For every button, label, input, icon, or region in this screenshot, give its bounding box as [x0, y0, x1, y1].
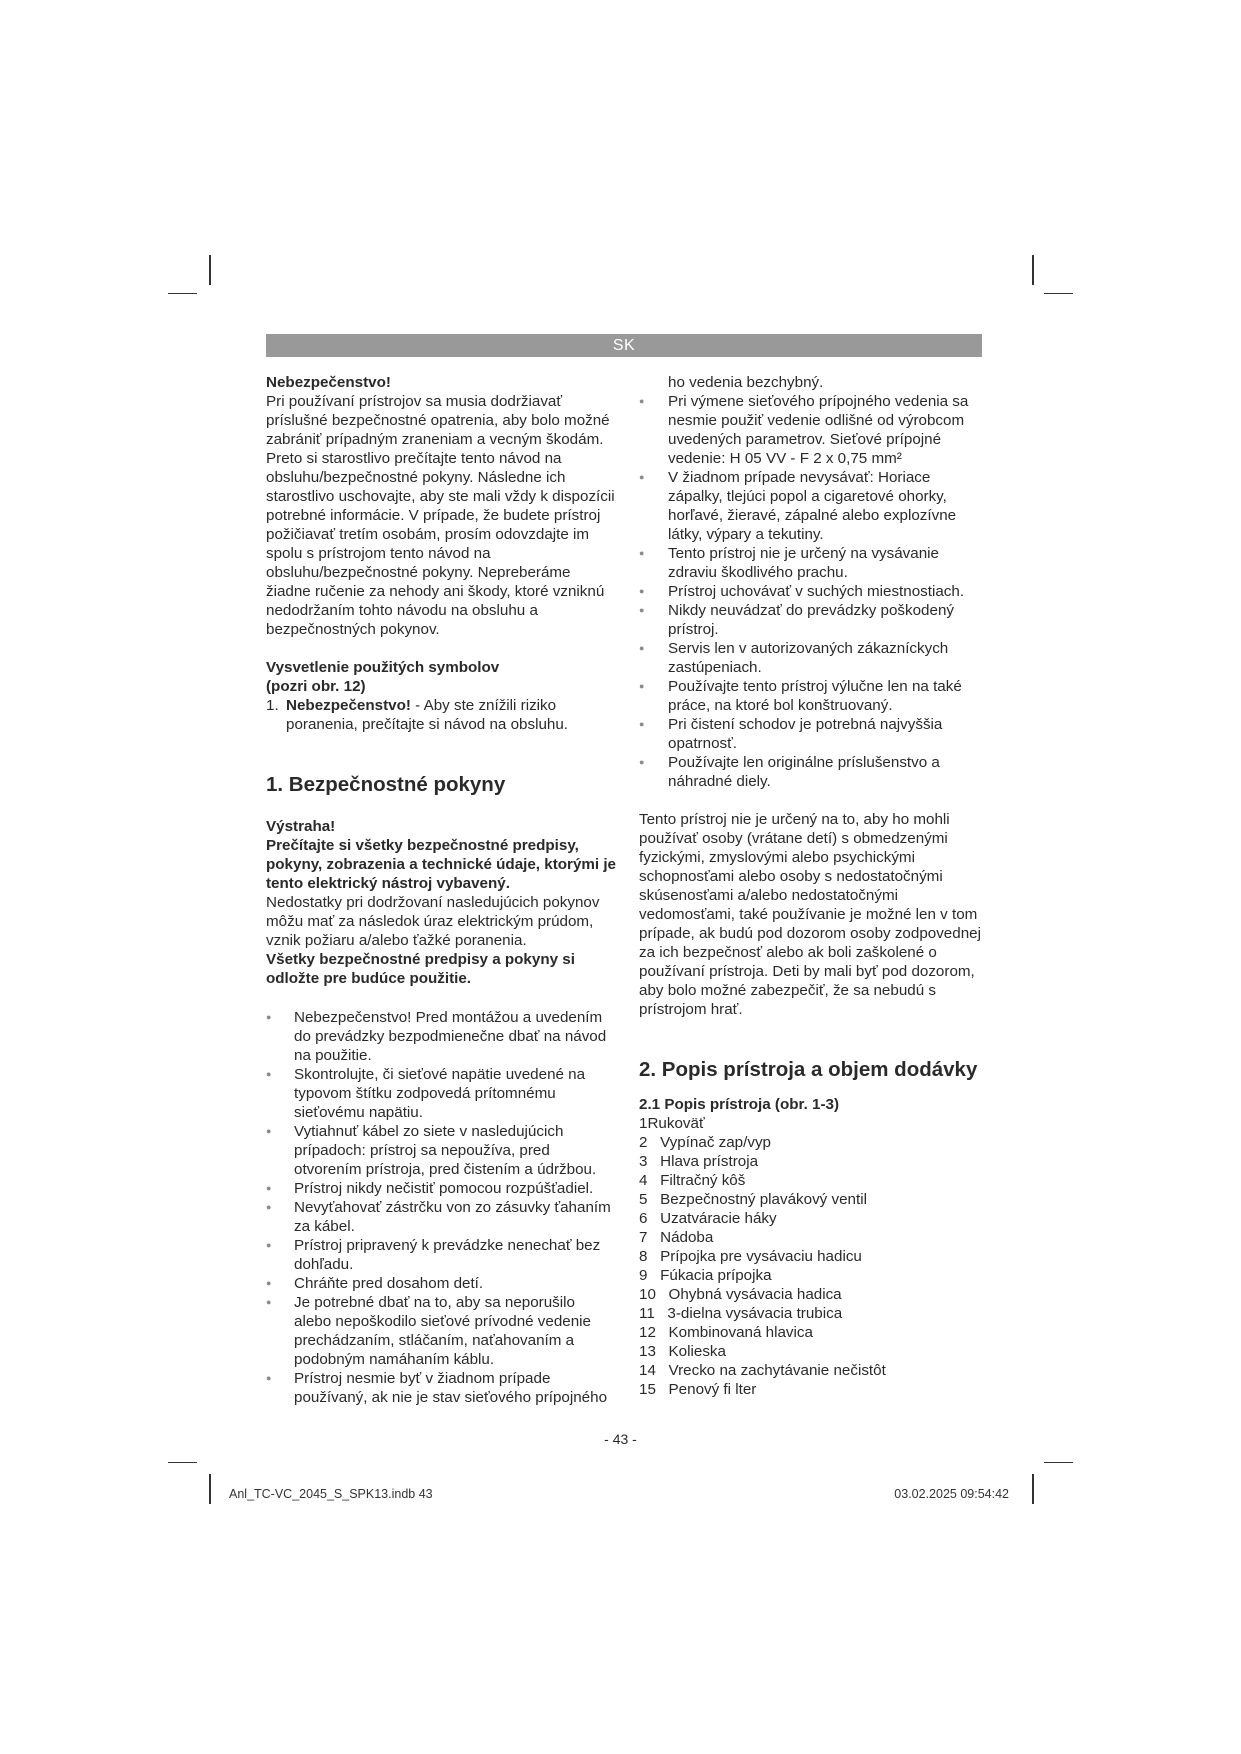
parts-list-item: 12 Kombinovaná hlavica [639, 1324, 813, 1341]
bullet-item: ● Skontrolujte, či sieťové napätie uvedené na typovom štítku zodpovedá prítomnému sieťovému napätiu. [266, 1065, 616, 1122]
crop-mark [209, 1474, 211, 1504]
crop-mark [209, 255, 211, 285]
symbols-item-number: 1. [266, 697, 279, 714]
symbols-item-text: - Aby ste znížili riziko poranenia, prečítajte si návod na obsluhu. [286, 697, 569, 733]
bullet-item: ● Pri čistení schodov je potrebná najvyššia opatrnosť. [639, 715, 984, 753]
parts-list-item: 13 Kolieska [639, 1343, 726, 1360]
bullet-continuation: ho vedenia bezchybný. [668, 374, 824, 391]
bullet-item: ● V žiadnom prípade nevysávať: Horiace zápalky, tlejúci popol a cigaretové ohorky, horľavé, žieravé, zápalné alebo explozívne látky, výpary a tekutiny. [639, 468, 984, 544]
symbols-item-bold: Nebezpečenstvo! [286, 697, 411, 714]
page-number: - 43 - [604, 1431, 637, 1447]
symbols-heading: Vysvetlenie použitých symbolov [266, 659, 500, 676]
subsection-heading: 2.1 Popis prístroja (obr. 1-3) [639, 1096, 840, 1113]
section-1-title: 1. Bezpečnostné pokyny [266, 773, 506, 796]
parts-list-item: 4 Filtračný kôš [639, 1172, 746, 1189]
bullet-item: ● Nikdy neuvádzať do prevádzky poškodený prístroj. [639, 601, 984, 639]
safety-bullet-list [266, 1008, 616, 1407]
parts-list-item: 2 Vypínač zap/vyp [639, 1134, 771, 1151]
language-header-bar: SK [266, 334, 982, 357]
warning-bold-text-2: Všetky bezpečnostné predpisy a pokyny si odložte pre budúce použitie. [266, 951, 575, 987]
crop-mark [168, 293, 197, 294]
symbols-list [266, 696, 616, 734]
crop-mark [1044, 1462, 1073, 1463]
crop-mark [1032, 1474, 1034, 1504]
bullet-item: ● Používajte len originálne príslušenstvo a náhradné diely. [639, 753, 984, 791]
footer-datetime: 03.02.2025 09:54:42 [894, 1487, 1009, 1501]
parts-list-item: 3 Hlava prístroja [639, 1153, 759, 1170]
parts-list-item: 14 Vrecko na zachytávanie nečistôt [639, 1362, 886, 1379]
parts-list-item: 5 Bezpečnostný plavákový ventil [639, 1191, 867, 1208]
bullet-item: ● Tento prístroj nie je určený na vysávanie zdraviu škodlivého prachu. [639, 544, 984, 582]
footer-file-name: Anl_TC-VC_2045_S_SPK13.indb 43 [229, 1487, 433, 1501]
warning-text: Nedostatky pri dodržovaní nasledujúcich pokynov môžu mať za následok úraz elektrickým prúdom, vznik požiaru a/alebo ťažké poranenia. [266, 894, 600, 949]
parts-list-item: 1Rukoväť [639, 1115, 705, 1132]
section-2-title: 2. Popis prístroja a objem dodávky [639, 1058, 978, 1081]
parts-list-item: 15 Penový fi lter [639, 1381, 757, 1398]
left-column [266, 373, 616, 1407]
bullet-item: ● Nebezpečenstvo! Pred montážou a uvedením do prevádzky bezpodmienečne dbať na návod na použitie. [266, 1008, 616, 1065]
parts-list-item: 7 Nádoba [639, 1229, 714, 1246]
danger-text: Pri používaní prístrojov sa musia dodržiavať príslušné bezpečnostné opatrenia, aby bolo možné zabrániť prípadným zraneniam a vecným škodám. Preto si starostlivo prečítajte tento návod na obsluhu/bezpečnostné pokyny. Následne ich starostlivo uschovajte, aby ste mali vždy k dispozícii potrebné informácie. V prípade, že budete prístroj požičiavať tretím osobám, prosím odovzdajte im spolu s prístrojom tento návod na obsluhu/bezpečnostné pokyny. Nepreberáme žiadne ručenie za nehody ani škody, ktoré vzniknú nedodržaním tohto návodu na obsluhu a bezpečnostných pokynov. [266, 393, 615, 638]
bullet-item: ● Používajte tento prístroj výlučne len na také práce, na ktoré bol konštruovaný. [639, 677, 984, 715]
bullet-item: ● Chráňte pred dosahom detí. [266, 1274, 616, 1293]
parts-list-item: 6 Uzatváracie háky [639, 1210, 777, 1227]
safety-bullet-list-continued [639, 392, 984, 791]
bullet-item: ● Prístroj nikdy nečistiť pomocou rozpúšťadiel. [266, 1179, 616, 1198]
symbols-subheading: (pozri obr. 12) [266, 678, 366, 695]
warning-label: Výstraha! [266, 818, 336, 835]
bullet-item: ● Pri výmene sieťového prípojného vedenia sa nesmie použiť vedenie odlišné od výrobcom uvedených parametrov. Sieťové prípojné vedenie: H 05 VV - F 2 x 0,75 mm² [639, 392, 984, 468]
danger-heading: Nebezpečenstvo! [266, 374, 391, 391]
crop-mark [168, 1462, 197, 1463]
parts-list-item: 10 Ohybná vysávacia hadica [639, 1286, 842, 1303]
bullet-item: ● Nevyťahovať zástrčku von zo zásuvky ťahaním za kábel. [266, 1198, 616, 1236]
bullet-item: ● Prístroj pripravený k prevádzke nenechať bez dohľadu. [266, 1236, 616, 1274]
children-warning-text: Tento prístroj nie je určený na to, aby ho mohli používať osoby (vrátane detí) s obmedzenými fyzickými, zmyslovými alebo psychickými schopnosťami alebo osoby s nedostatočnými skúsenosťami a/alebo nedostatočnými vedomosťami, také používanie je možné len v tom prípade, ak budú pod dozorom osoby zodpovednej za ich bezpečnosť alebo ak boli zaškolené o používaní prístroja. Deti by mali byť pod dozorom, aby bolo možné zabezpečiť, že sa nebudú s prístrojom hrať. [639, 811, 981, 1018]
bullet-item: ● Vytiahnuť kábel zo siete v nasledujúcich prípadoch: prístroj sa nepoužíva, pred otvorením prístroja, pred čistením a údržbou. [266, 1122, 616, 1179]
bullet-item: ● Servis len v autorizovaných zákazníckych zastúpeniach. [639, 639, 984, 677]
bullet-item: ● Je potrebné dbať na to, aby sa neporušilo alebo nepoškodilo sieťové prívodné vedenie prechádzaním, stláčaním, naťahovaním a podobným namáhaním káblu. [266, 1293, 616, 1369]
parts-list-item: 11 3-dielna vysávacia trubica [639, 1305, 843, 1322]
parts-list-item: 9 Fúkacia prípojka [639, 1267, 772, 1284]
crop-mark [1032, 255, 1034, 285]
warning-bold-text: Prečítajte si všetky bezpečnostné predpisy, pokyny, zobrazenia a technické údaje, ktorými je tento elektrický nástroj vybavený. [266, 837, 616, 892]
bullet-item: ● Prístroj nesmie byť v žiadnom prípade používaný, ak nie je stav sieťového prípojného [266, 1369, 616, 1407]
crop-mark [1044, 293, 1073, 294]
right-column [639, 373, 984, 1399]
bullet-item: ● Prístroj uchovávať v suchých miestnostiach. [639, 582, 984, 601]
parts-list [639, 1114, 984, 1399]
symbols-list-item [266, 696, 616, 734]
parts-list-item: 8 Prípojka pre vysávaciu hadicu [639, 1248, 862, 1265]
